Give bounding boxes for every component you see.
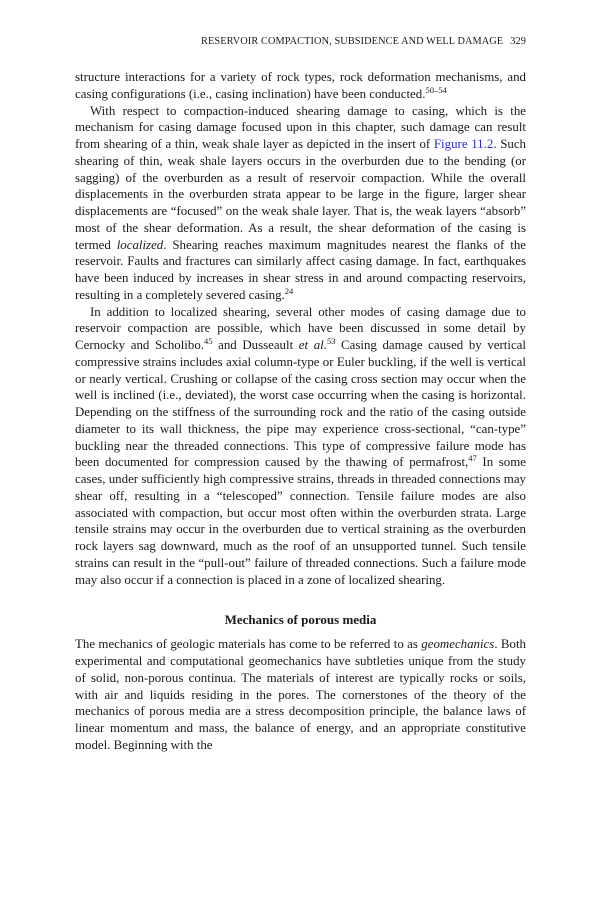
text-run: . Shearing reaches maximum magnitudes nearest the flanks of the reservoir. Faults and fractures can similarly affect casing damage. In fact, earthquakes have been induced by increases in shear stress in and around compacting reservoirs, resulting in a completely severed casing. <box>75 237 526 302</box>
paragraph-3 <box>75 304 526 589</box>
figure-link[interactable]: Figure 11.2 <box>433 137 494 151</box>
italic-term: localized <box>116 237 164 252</box>
text-run: and Dusseault <box>212 338 299 352</box>
section-heading: Mechanics of porous media <box>224 612 377 628</box>
page <box>75 36 526 754</box>
citation-ref[interactable]: 45 <box>204 336 213 346</box>
text-run: In addition to localized shearing, several other modes of casing damage due to reservoir compaction are possible, which have been discussed in some detail by Cernocky and Scholibo. <box>75 304 526 352</box>
italic-term: geomechanics <box>421 637 495 652</box>
running-title: RESERVOIR COMPACTION, SUBSIDENCE AND WELL DAMAGE <box>201 36 504 47</box>
paragraph-1 <box>75 69 526 103</box>
running-header <box>75 36 526 52</box>
text-run: . Such shearing of thin, weak shale layers occurs in the overburden due to the bending (or sagging) of the overburden as a result of reservoir compaction. While the overall displacements in the overburden strata appear to be large in the figure, larger shear displacements are “focused” on the weak shale layer. That is, the weak layers “absorb” most of the shear deformation. As a result, the shear deformation of the casing is termed <box>75 137 526 252</box>
text-run: Casing damage caused by vertical compressive strains includes axial column-type or Euler buckling, if the well is vertical or nearly vertical. Crushing or collapse of the casing cross section may occur when the well is inclined (i.e., deviated), the worst case occurring when the casing is horizontal. Depending on the stiffness of the surrounding rock and the ratio of the casing outside diameter to its wall thickness, the pipe may experience cross-sectional, “can-type” buckling near the threaded connections. This type of compressive failure mode has been documented for compression caused by the thawing of permafrost, <box>75 338 526 470</box>
text-run: structure interactions for a variety of rock types, rock deformation mechanisms, and casing configurations (i.e., casing inclination) have been conducted. <box>75 70 526 101</box>
paragraph-4 <box>75 636 526 753</box>
italic-et-al: et al. <box>298 338 327 352</box>
citation-ref[interactable]: 50–54 <box>425 84 447 95</box>
text-run: The mechanics of geologic materials has come to be referred to as <box>75 637 422 652</box>
paragraph-2 <box>75 103 526 304</box>
citation-ref[interactable]: 53 <box>326 336 336 346</box>
text-run: In some cases, under sufficiently high compressive strains, threads in threaded connections may shear off, resulting in a “telescoped” connection. Tensile failure modes are also associated with compaction, but occur most often within the overburden strata. Large tensile strains may occur in the overburden due to vertical straining as the overburden rock layers sag downward, much as the roof of an unsupported tunnel. Such tensile strains can result in the “pull-out” failure of threaded connections. Such a failure mode may also occur if a connection is placed in a zone of localized shearing. <box>75 455 526 587</box>
page-number: 329 <box>510 36 526 47</box>
citation-ref[interactable]: 24 <box>284 285 294 296</box>
text-run: With respect to compaction-induced shearing damage to casing, which is the mechanism for casing damage focused upon in this chapter, such damage can result from shearing of a thin, weak shale layer as depicted in the insert of <box>75 103 526 151</box>
citation-ref[interactable]: 47 <box>468 453 477 464</box>
text-run: . Both experimental and computational geomechanics have subtleties unique from the study of solid, non-porous continua. The materials of interest are typically rocks or soils, with air and liquids residing in the pores. The cornerstones of the theory of the mechanics of porous media are a stress decomposition principle, the balance laws of linear momentum and mass, the balance of energy, and an appropriate constitutive model. Beginning with the <box>75 637 527 752</box>
